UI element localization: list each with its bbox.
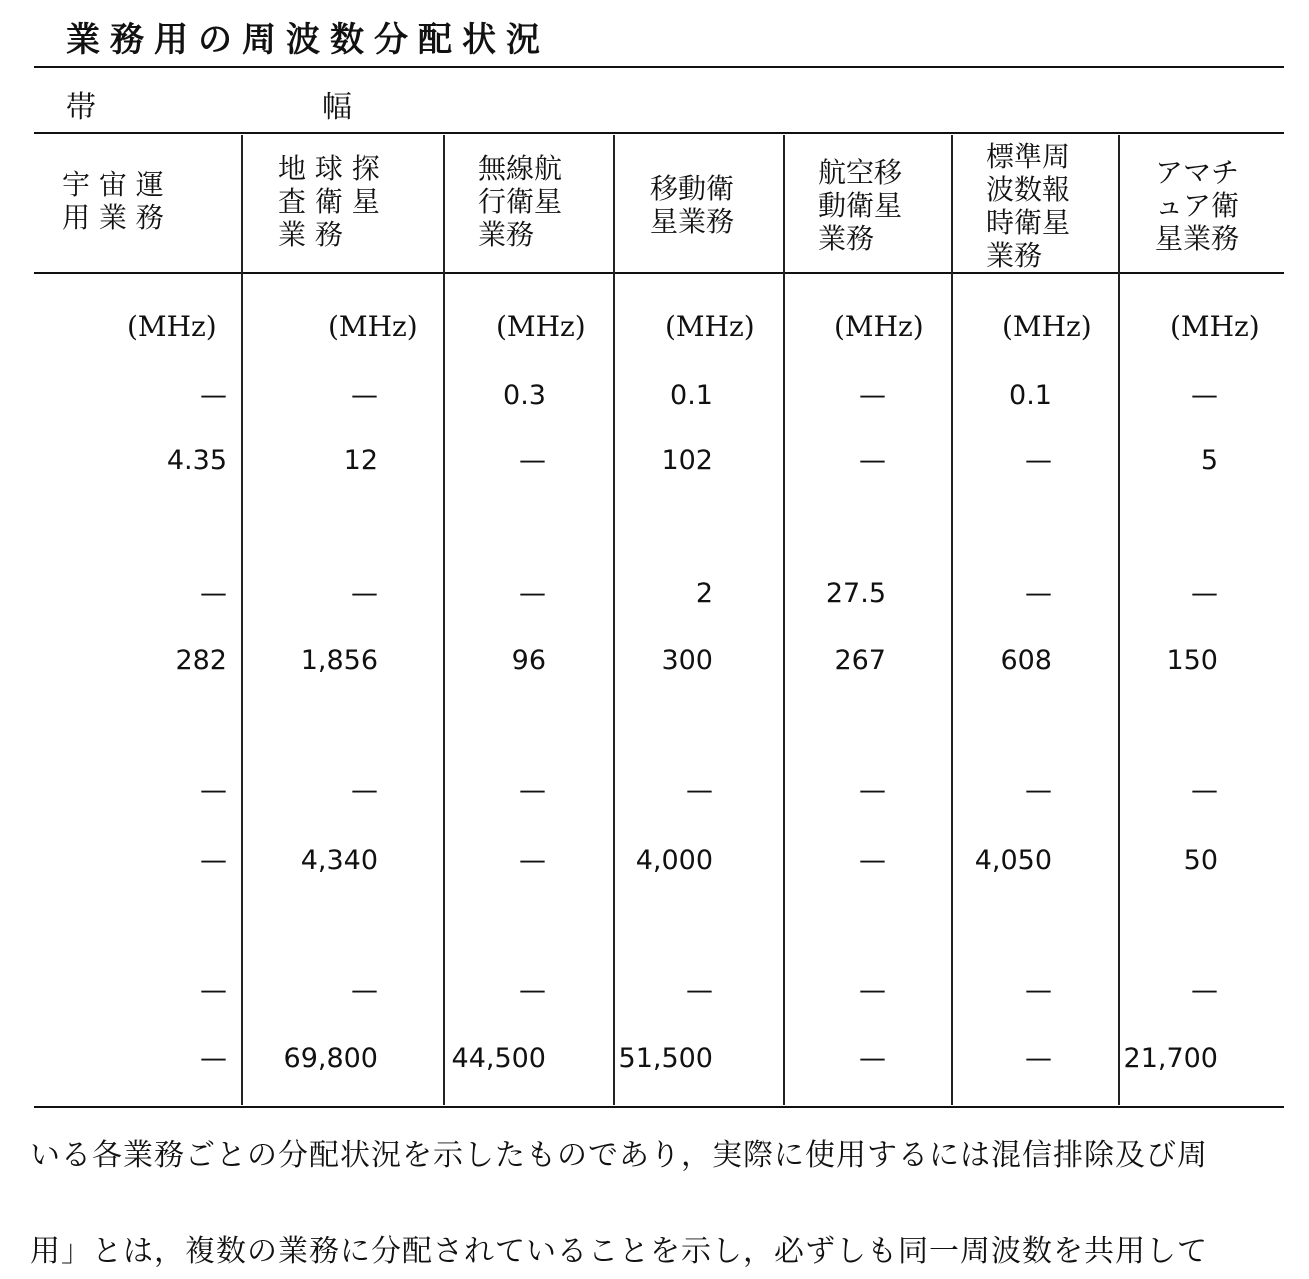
table-cell: — — [1025, 1043, 1052, 1074]
table-cell: 608 — [1000, 645, 1052, 676]
table-cell: — — [519, 975, 546, 1006]
table-cell: 5 — [1200, 445, 1218, 476]
table-cell: — — [686, 975, 713, 1006]
table-cell: — — [859, 380, 886, 411]
table-cell: — — [200, 775, 227, 806]
column-header-amateur-satellite: アマチ ュア衛 星業務 — [1155, 156, 1240, 255]
table-cell: 282 — [175, 645, 227, 676]
table-cell: — — [1191, 775, 1218, 806]
table-cell: — — [519, 445, 546, 476]
column-divider — [443, 135, 445, 1105]
table-cell: — — [859, 845, 886, 876]
band-rule — [34, 132, 1284, 134]
table-cell: 4,050 — [974, 845, 1052, 876]
table-cell: — — [859, 1043, 886, 1074]
unit-label: (MHz) — [328, 310, 418, 343]
table-cell: 267 — [834, 645, 886, 676]
column-divider — [1118, 135, 1120, 1105]
table-cell: — — [519, 775, 546, 806]
table-cell: — — [200, 380, 227, 411]
table-cell: — — [859, 975, 886, 1006]
table-cell: — — [1191, 578, 1218, 609]
header-bottom-rule — [34, 272, 1284, 274]
table-cell: — — [1025, 445, 1052, 476]
table-cell: — — [200, 578, 227, 609]
column-header-earth-exploration: 地 球 探 査 衛 星 業 務 — [278, 152, 380, 251]
table-cell: 4,340 — [300, 845, 378, 876]
column-header-radionavigation: 無線航 行衛星 業務 — [478, 152, 563, 251]
table-cell: — — [859, 775, 886, 806]
table-cell: — — [200, 1043, 227, 1074]
table-cell: 27.5 — [825, 578, 886, 609]
column-header-space-operation: 宇 宙 運 用 業 務 — [62, 168, 164, 234]
table-cell: — — [686, 775, 713, 806]
band-label-2: 幅 — [322, 90, 352, 125]
table-title: 業務用の周波数分配状況 — [66, 20, 550, 60]
column-header-mobile-satellite: 移動衛 星業務 — [650, 172, 735, 238]
table-cell: — — [519, 578, 546, 609]
table-cell: 2 — [695, 578, 713, 609]
table-cell: — — [351, 975, 378, 1006]
table-cell: 96 — [511, 645, 546, 676]
table-cell: 12 — [343, 445, 378, 476]
table-cell: — — [351, 578, 378, 609]
table-bottom-rule — [34, 1106, 1284, 1108]
table-cell: — — [1191, 380, 1218, 411]
table-cell: — — [859, 445, 886, 476]
table-cell: 150 — [1166, 645, 1218, 676]
band-label-1: 帯 — [66, 90, 96, 125]
unit-label: (MHz) — [834, 310, 924, 343]
table-cell: — — [1025, 775, 1052, 806]
table-cell: 0.1 — [670, 380, 713, 411]
table-cell: — — [1191, 975, 1218, 1006]
table-cell: — — [519, 845, 546, 876]
unit-label: (MHz) — [1170, 310, 1260, 343]
table-cell: — — [1025, 578, 1052, 609]
unit-label: (MHz) — [665, 310, 755, 343]
table-cell: — — [200, 975, 227, 1006]
unit-label: (MHz) — [127, 310, 217, 343]
table-cell: 0.1 — [1009, 380, 1052, 411]
unit-label: (MHz) — [1002, 310, 1092, 343]
column-header-standard-frequency: 標準周 波数報 時衛星 業務 — [986, 140, 1071, 272]
table-cell: 102 — [661, 445, 713, 476]
column-header-aeronautical-mobile: 航空移 動衛星 業務 — [818, 156, 903, 255]
table-cell: 69,800 — [283, 1043, 378, 1074]
top-rule — [34, 66, 1284, 68]
column-divider — [783, 135, 785, 1105]
table-cell: 4.35 — [166, 445, 227, 476]
table-cell: 44,500 — [451, 1043, 546, 1074]
table-cell: — — [1025, 975, 1052, 1006]
table-cell: — — [351, 775, 378, 806]
footer-line-2: 用」とは，複数の業務に分配されていることを示し，必ずしも同一周波数を共用して — [30, 1234, 1208, 1269]
column-divider — [951, 135, 953, 1105]
table-cell: 51,500 — [618, 1043, 713, 1074]
unit-label: (MHz) — [496, 310, 586, 343]
table-cell: — — [200, 845, 227, 876]
table-cell: 0.3 — [503, 380, 546, 411]
column-divider — [241, 135, 243, 1105]
column-divider — [613, 135, 615, 1105]
table-cell: 300 — [661, 645, 713, 676]
table-cell: 4,000 — [635, 845, 713, 876]
table-cell: 1,856 — [300, 645, 378, 676]
table-cell: — — [351, 380, 378, 411]
footer-line-1: いる各業務ごとの分配状況を示したものであり，実際に使用するには混信排除及び周 — [30, 1138, 1208, 1173]
table-cell: 50 — [1183, 845, 1218, 876]
table-cell: 21,700 — [1123, 1043, 1218, 1074]
